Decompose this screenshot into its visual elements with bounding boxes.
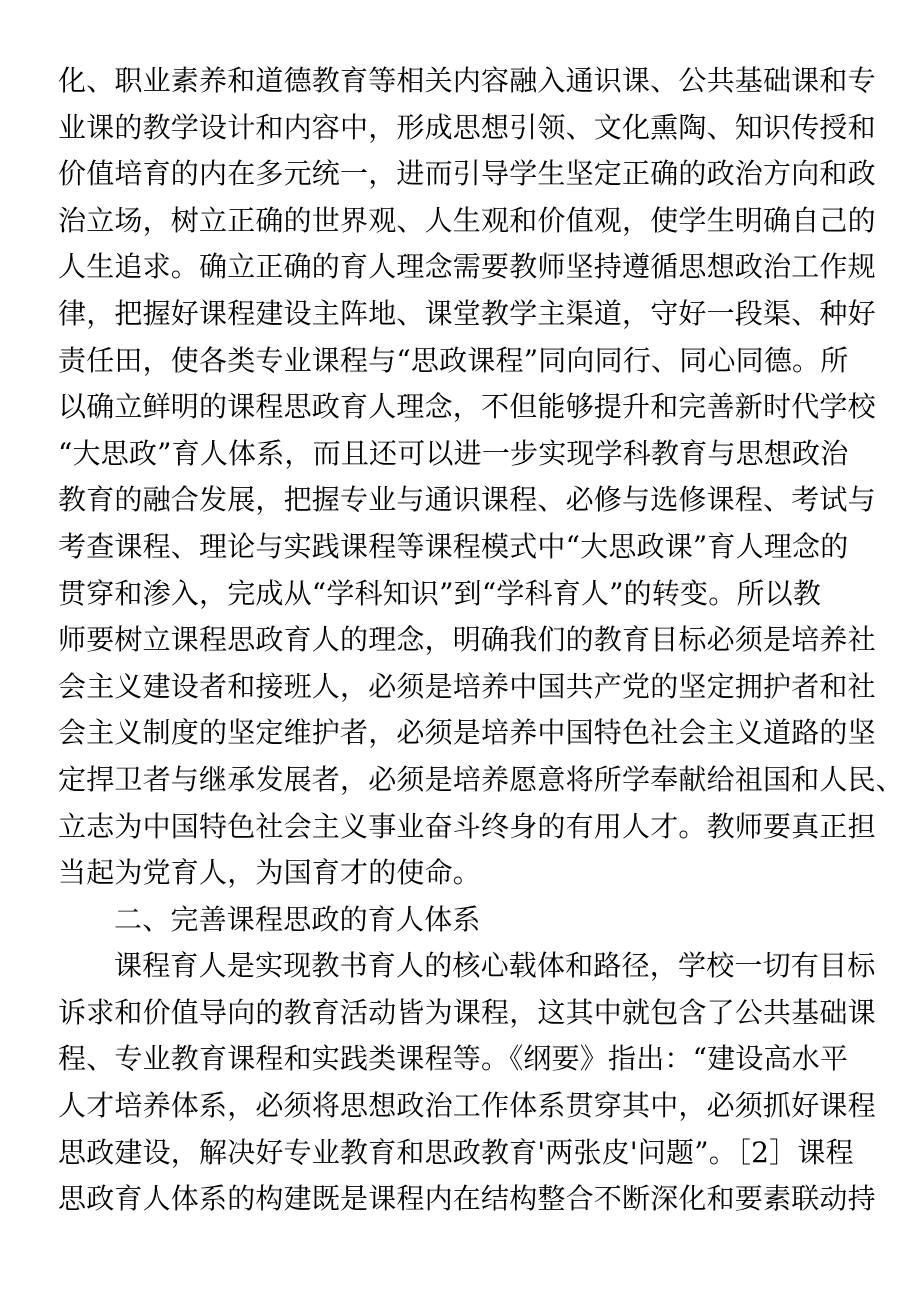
text-line: 思政建设，解决好专业教育和思政教育'两张皮'问题”。［2］课程 [58,1135,854,1169]
text-line: 会主义制度的坚定维护者，必须是培养中国特色社会主义道路的坚 [58,716,876,750]
text-line: 业课的教学设计和内容中，形成思想引领、文化熏陶、知识传授和 [58,110,876,144]
text-line: 律，把握好课程建设主阵地、课堂教学主渠道，守好一段渠、种好 [58,296,876,330]
text-line: 师要树立课程思政育人的理念，明确我们的教育目标必须是培养社 [58,623,876,657]
text-line: 责任田，使各类专业课程与“思政课程”同向同行、同心同德。所 [58,343,849,377]
text-line: 贯穿和渗入，完成从“学科知识”到“学科育人”的转变。所以教 [58,576,822,610]
text-line: 教育的融合发展，把握专业与通识课程、必修与选修课程、考试与 [58,483,876,517]
text-line: 治立场，树立正确的世界观、人生观和价值观，使学生明确自己的 [58,203,876,237]
text-line: 定捍卫者与继承发展者，必须是培养愿意将所学奉献给祖国和人民、 [58,762,905,796]
text-line: 程、专业教育课程和实践类课程等。《纲要》指出：“建设高水平 [58,1042,849,1076]
text-line: “大思政”育人体系，而且还可以进一步实现学科教育与思想政治 [58,436,849,470]
text-line: 会主义建设者和接班人，必须是培养中国共产党的坚定拥护者和社 [58,669,876,703]
text-line: 考查课程、理论与实践课程等课程模式中“大思政课”育人理念的 [58,529,849,563]
section-heading: 二、完善课程思政的育人体系 [114,902,481,936]
text-line: 人生追求。确立正确的育人理念需要教师坚持遵循思想政治工作规 [58,250,876,284]
text-line: 思政育人体系的构建既是课程内在结构整合不断深化和要素联动持 [58,1182,876,1216]
text-line: 当起为党育人，为国育才的使命。 [58,856,482,890]
text-line: 价值培育的内在多元统一，进而引导学生坚定正确的政治方向和政 [58,157,876,191]
text-line: 人才培养体系，必须将思想政治工作体系贯穿其中，必须抓好课程 [58,1089,876,1123]
text-line: 诉求和价值导向的教育活动皆为课程，这其中就包含了公共基础课 [58,995,876,1029]
text-line: 课程育人是实现教书育人的核心载体和路径，学校一切有目标 [114,949,876,983]
text-line: 化、职业素养和道德教育等相关内容融入通识课、公共基础课和专 [58,64,876,97]
text-line: 立志为中国特色社会主义事业奋斗终身的有用人才。教师要真正担 [58,809,876,843]
text-line: 以确立鲜明的课程思政育人理念，不但能够提升和完善新时代学校 [58,390,876,424]
